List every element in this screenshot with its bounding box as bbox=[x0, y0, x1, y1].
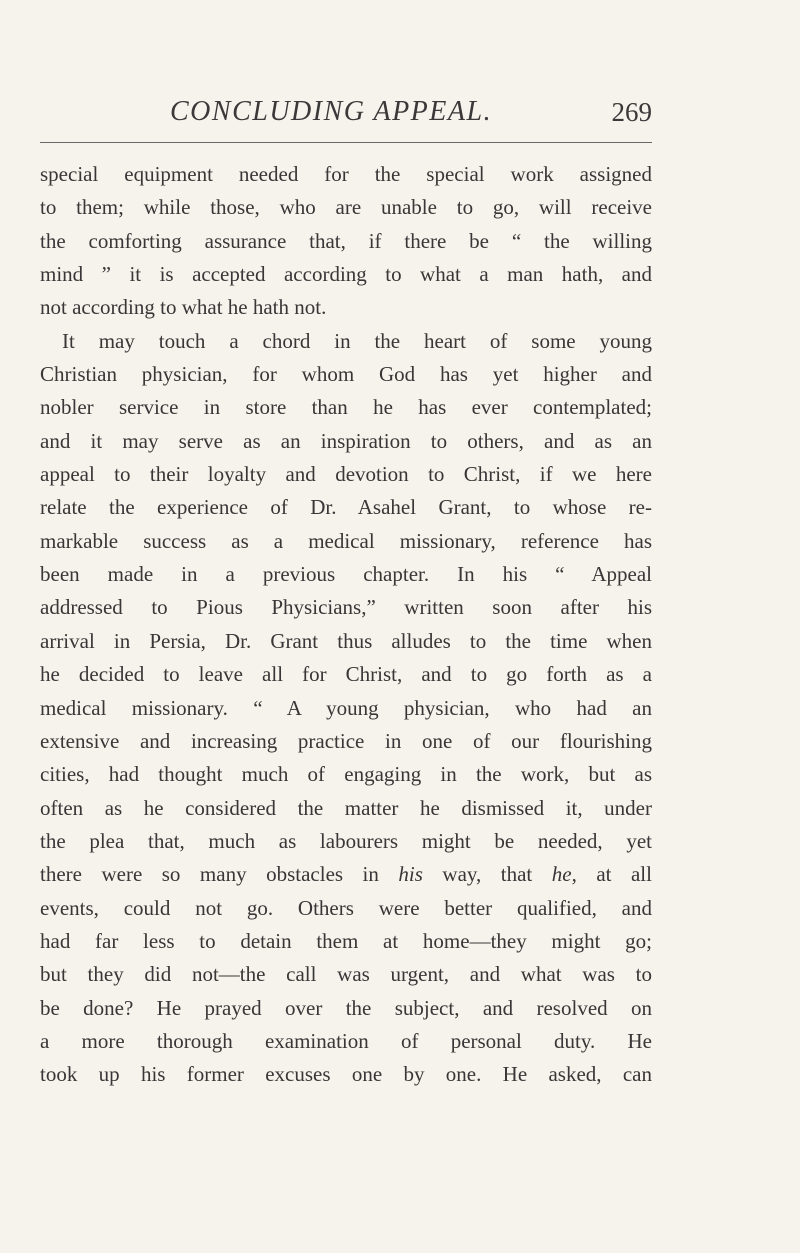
text-line: a more thorough examination of personal duty. He bbox=[40, 1028, 652, 1053]
text-line: had far less to detain them at home—they might go; bbox=[40, 928, 652, 953]
text-line: It may touch a chord in the heart of some young bbox=[62, 328, 652, 353]
text-line: markable success as a medical missionary, reference has bbox=[40, 528, 652, 553]
text-line: cities, had thought much of engaging in the work, but as bbox=[40, 762, 652, 787]
text-line: to them; while those, who are unable to go, will receive bbox=[40, 195, 652, 220]
italic-he: he bbox=[551, 862, 572, 887]
body-text bbox=[40, 158, 652, 1092]
text-line: Christian physician, for whom God has yet higher and bbox=[40, 362, 652, 387]
running-head bbox=[40, 92, 652, 132]
text-line: mind ” it is accepted according to what a man hath, and bbox=[40, 262, 652, 287]
text-line: arrival in Persia, Dr. Grant thus alludes to the time when bbox=[40, 628, 652, 653]
text-line-with-italics bbox=[40, 858, 652, 891]
text-line: often as he considered the matter he dismissed it, under bbox=[40, 795, 652, 820]
text-line: medical missionary. “ A young physician, who had an bbox=[40, 695, 652, 720]
running-title: CONCLUDING APPEAL. bbox=[170, 96, 493, 127]
text-line: he decided to leave all for Christ, and to go forth as a bbox=[40, 662, 652, 687]
text-line: extensive and increasing practice in one of our flourishing bbox=[40, 728, 652, 753]
text-line: the comforting assurance that, if there be “ the willing bbox=[40, 228, 652, 253]
text-line: not according to what he hath not. bbox=[40, 295, 327, 320]
text-line: nobler service in store than he has ever contemplated; bbox=[40, 395, 652, 420]
text-line: appeal to their loyalty and devotion to Christ, if we here bbox=[40, 462, 652, 487]
text-line: and it may serve as an inspiration to others, and as an bbox=[40, 428, 652, 453]
text-line: took up his former excuses one by one. He asked, can bbox=[40, 1062, 652, 1087]
italic-his: his bbox=[398, 862, 423, 887]
text-line: been made in a previous chapter. In his “ Appeal bbox=[40, 562, 652, 587]
text-line: relate the experience of Dr. Asahel Grant, to whose re- bbox=[40, 495, 652, 520]
text-line: addressed to Pious Physicians,” written soon after his bbox=[40, 595, 652, 620]
header-rule bbox=[40, 142, 652, 143]
text-line: events, could not go. Others were better qualified, and bbox=[40, 895, 652, 920]
text-fragment: , at all bbox=[571, 862, 652, 887]
text-line: the plea that, much as labourers might be needed, yet bbox=[40, 828, 652, 853]
text-line: special equipment needed for the special work assigned bbox=[40, 162, 652, 186]
text-line: but they did not—the call was urgent, and what was to bbox=[40, 962, 652, 987]
text-line: be done? He prayed over the subject, and resolved on bbox=[40, 995, 652, 1020]
page-number: 269 bbox=[611, 97, 652, 127]
text-fragment: way, that bbox=[422, 862, 552, 887]
text-fragment: there were so many obstacles in bbox=[40, 862, 399, 887]
